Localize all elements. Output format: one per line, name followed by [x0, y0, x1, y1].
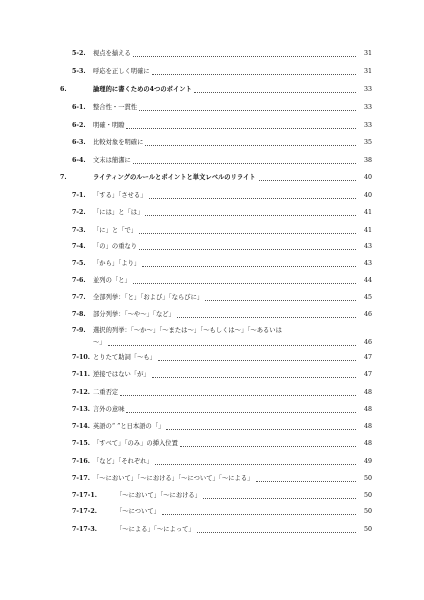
- toc-entry-title: 文末は簡潔に: [93, 157, 131, 164]
- toc-entry[interactable]: [0, 369, 424, 381]
- toc-leader: [139, 110, 356, 111]
- toc-entry[interactable]: [0, 473, 424, 485]
- toc-entry-number: 7-17-2.: [72, 508, 97, 515]
- toc-leader: [133, 56, 356, 57]
- toc-entry-title: 呼応を正しく明確に: [93, 68, 150, 75]
- toc-entry-page: 48: [363, 440, 372, 447]
- toc-entry[interactable]: [0, 84, 424, 96]
- toc-leader: [133, 283, 356, 284]
- toc-entry-page: 38: [363, 157, 372, 164]
- toc-entry-number: 6-4.: [72, 157, 86, 164]
- toc-entry-number: 7-17.: [72, 475, 90, 482]
- toc-entry[interactable]: [0, 490, 424, 502]
- toc-entry[interactable]: [0, 387, 424, 399]
- toc-entry-number: 7-1.: [72, 192, 86, 199]
- toc-entry-number: 7-17-1.: [72, 492, 97, 499]
- toc-entry-page: 44: [363, 277, 372, 284]
- toc-entry-page: 33: [363, 86, 372, 93]
- toc-entry-number: 7-12.: [72, 389, 90, 396]
- toc-entry-page: 35: [363, 139, 372, 146]
- toc-entry-title: 「する」「させる」: [93, 192, 147, 199]
- toc-entry-title: 「から」「より」: [93, 260, 141, 267]
- toc-entry-number: 7-16.: [72, 458, 90, 465]
- toc-entry[interactable]: [0, 325, 424, 346]
- toc-leader: [180, 446, 356, 447]
- toc-leader: [177, 317, 356, 318]
- toc-entry-title: 「～において」「～における」「～について」「～による」: [93, 475, 254, 482]
- toc-entry-page: 41: [363, 209, 372, 216]
- toc-leader: [162, 514, 356, 515]
- toc-entry-number: 7-17-3.: [72, 526, 97, 533]
- toc-entry[interactable]: [0, 172, 424, 184]
- toc-leader: [139, 249, 356, 250]
- toc-entry-number: 6.: [60, 86, 67, 93]
- toc-entry-page: 47: [363, 371, 372, 378]
- toc-entry[interactable]: [0, 120, 424, 132]
- toc-entry-title: 逆接ではない「が」: [93, 371, 150, 378]
- toc-entry-number: 7-8.: [72, 311, 86, 318]
- toc-entry-number: 6-2.: [72, 122, 86, 129]
- toc-entry-title: 整合性・一貫性: [93, 104, 138, 111]
- toc-entry-title: 「～について」: [116, 508, 160, 515]
- toc-entry-page: 43: [363, 243, 372, 250]
- toc-entry-number: 7-6.: [72, 277, 86, 284]
- toc-entry[interactable]: [0, 66, 424, 78]
- toc-entry-title: 部分列挙：「～や～」「など」: [93, 311, 175, 318]
- toc-entry[interactable]: [0, 421, 424, 433]
- toc-entry-number: 5-3.: [72, 68, 86, 75]
- toc-entry-number: 6-3.: [72, 139, 86, 146]
- toc-entry-page: 46: [363, 339, 372, 346]
- toc-leader: [145, 145, 356, 146]
- toc-entry-number: 7-9.: [72, 327, 86, 334]
- toc-entry[interactable]: [0, 292, 424, 304]
- toc-entry-title: 英語の“ ”と日本語の「」: [93, 423, 165, 430]
- toc-entry-number: 7-3.: [72, 227, 86, 234]
- toc-entry-title: 「～による」「～によって」: [116, 526, 195, 533]
- toc-entry-title: 論理的に書くための4つのポイント: [93, 86, 192, 93]
- toc-entry[interactable]: [0, 506, 424, 518]
- toc-entry-title: 全部列挙：「と」「および」「ならびに」: [93, 294, 204, 301]
- toc-leader: [149, 198, 356, 199]
- toc-entry-page: 50: [363, 526, 372, 533]
- toc-entry-page: 46: [363, 311, 372, 318]
- toc-entry-title: 選択的列挙：「～か～」「～または～」「～もしくは～」「～あるいは: [93, 327, 282, 334]
- toc-entry-title: 「～において」「～における」: [116, 492, 202, 499]
- toc-entry[interactable]: [0, 155, 424, 167]
- toc-entry[interactable]: [0, 352, 424, 364]
- toc-leader: [139, 233, 356, 234]
- toc-entry-page: 31: [363, 68, 372, 75]
- toc-entry[interactable]: [0, 137, 424, 149]
- toc-entry-title: 「の」の重なり: [93, 243, 138, 250]
- toc-entry-page: 50: [363, 508, 372, 515]
- toc-leader: [194, 92, 356, 93]
- toc-entry-title: 二重否定: [93, 389, 119, 396]
- toc-leader: [152, 377, 356, 378]
- toc-entry-number: 7-7.: [72, 294, 86, 301]
- toc-entry-number: 5-2.: [72, 50, 86, 57]
- toc-entry-page: 45: [363, 294, 372, 301]
- toc-entry-number: 7.: [60, 174, 67, 181]
- toc-leader: [256, 481, 356, 482]
- toc-entry[interactable]: [0, 524, 424, 536]
- toc-entry-number: 7-2.: [72, 209, 86, 216]
- toc-entry-number: 7-4.: [72, 243, 86, 250]
- toc-entry-page: 48: [363, 389, 372, 396]
- toc-leader: [259, 180, 356, 181]
- toc-entry[interactable]: [0, 241, 424, 253]
- toc-leader: [152, 74, 356, 75]
- toc-entry-number: 7-10.: [72, 354, 90, 361]
- toc-entry-page: 40: [363, 192, 372, 199]
- toc-entry-page: 43: [363, 260, 372, 267]
- toc-leader: [145, 215, 356, 216]
- toc-entry-page: 40: [363, 174, 372, 181]
- toc-entry[interactable]: [0, 404, 424, 416]
- toc-entry-title: 「など」「それぞれ」: [93, 458, 153, 465]
- toc-entry-page: 50: [363, 475, 372, 482]
- toc-entry[interactable]: [0, 275, 424, 287]
- toc-entry[interactable]: [0, 102, 424, 114]
- toc-entry[interactable]: [0, 48, 424, 60]
- toc-entry[interactable]: [0, 207, 424, 219]
- toc-entry-title: 「すべて」「のみ」の挿入位置: [93, 440, 178, 447]
- toc-entry[interactable]: [0, 309, 424, 321]
- toc-entry-page: 49: [363, 458, 372, 465]
- toc-entry-number: 7-14.: [72, 423, 90, 430]
- toc-entry[interactable]: [0, 190, 424, 202]
- toc-entry-title: ライティングのルールとポイントと単文レベルのリライト: [93, 174, 256, 181]
- toc-entry[interactable]: [0, 225, 424, 237]
- toc-entry-page: 33: [363, 122, 372, 129]
- toc-entry-title: 「に」と「で」: [93, 227, 138, 234]
- toc-leader: [203, 498, 356, 499]
- toc-entry-number: 7-15.: [72, 440, 90, 447]
- toc-entry-page: 47: [363, 354, 372, 361]
- toc-leader: [120, 395, 356, 396]
- toc-leader: [197, 532, 356, 533]
- toc-leader: [205, 300, 356, 301]
- toc-leader: [108, 345, 356, 346]
- toc-entry[interactable]: [0, 438, 424, 450]
- toc-entry-title: 言外の意味: [93, 406, 125, 413]
- toc-leader: [142, 266, 356, 267]
- toc-leader: [166, 429, 356, 430]
- toc-entry-title: 並列の「と」: [93, 277, 131, 284]
- toc-entry-title: 明確・明瞭: [93, 122, 125, 129]
- toc-entry-number: 7-5.: [72, 260, 86, 267]
- toc-leader: [133, 163, 356, 164]
- toc-entry-number: 7-11.: [72, 371, 90, 378]
- toc-entry-number: 7-13.: [72, 406, 90, 413]
- toc-leader: [158, 360, 356, 361]
- toc-entry-page: 33: [363, 104, 372, 111]
- toc-entry-page: 50: [363, 492, 372, 499]
- toc-entry-page: 48: [363, 423, 372, 430]
- toc-entry-page: 31: [363, 50, 372, 57]
- toc-entry-page: 48: [363, 406, 372, 413]
- toc-leader: [126, 128, 356, 129]
- toc-entry-page: 41: [363, 227, 372, 234]
- toc-entry-title: 「には」と「は」: [93, 209, 144, 216]
- toc-leader: [126, 412, 356, 413]
- toc-entry[interactable]: [0, 456, 424, 468]
- toc-leader: [155, 464, 356, 465]
- toc-entry-title: 視点を揃える: [93, 50, 131, 57]
- toc-entry-title: とりたて助詞「～も」: [93, 354, 156, 361]
- toc-entry-title: 比較対象を明確に: [93, 139, 144, 146]
- toc-entry-number: 6-1.: [72, 104, 86, 111]
- toc-entry-title-continuation: ～」: [93, 339, 106, 346]
- toc-entry[interactable]: [0, 258, 424, 270]
